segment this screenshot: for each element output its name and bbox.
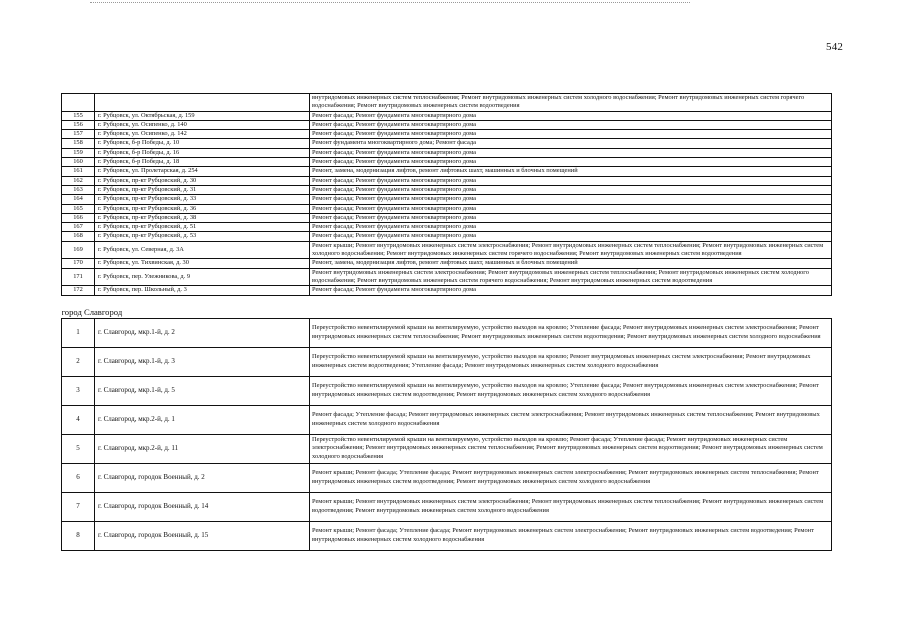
address-cell: г. Рубцовск, пр-кт Рубцовский, д. 38 [95,213,310,222]
works-cell: Ремонт крыши; Ремонт внутридомовых инженерных систем электроснабжения; Ремонт внутридомовых инженерных систем теплоснабжения; Ремонт внутридомовых инженерных систем холодного водоснабжения; Ремонт внутридомовых инженерных систем горячего водоснабжения; Ремонт внутридомовых инженерных систем водоотведения [310,241,832,259]
works-cell: Ремонт фасада; Ремонт фундамента многоквартирного дома [310,232,832,241]
table-row [62,463,832,492]
row-number-cell: 157 [62,130,95,139]
row-number-cell: 170 [62,259,95,268]
address-cell: г. Славгород, городок Военный, д. 14 [95,492,310,521]
row-number-cell: 168 [62,232,95,241]
address-cell: г. Славгород, мкр.2-й, д. 1 [95,405,310,434]
works-cell: Ремонт фасада; Ремонт фундамента многоквартирного дома [310,130,832,139]
row-number-cell: 8 [62,521,95,550]
row-number-cell: 156 [62,120,95,129]
scan-edge-artifact [90,2,690,5]
table-row [62,148,832,157]
row-number-cell: 3 [62,376,95,405]
works-cell: Переустройство невентилируемой крыши на вентилируемую, устройство выходов на кровлю; Ремонт фасада; Утепление фасада; Ремонт внутридомовых инженерных систем электроснабжения; Ремонт внутридомовых инженерных систем теплоснабжения; Ремонт внутридомовых инженерных систем водоотведения; Ремонт внутридомовых инженерных систем холодного водоснабжения [310,434,832,463]
row-number-cell: 167 [62,223,95,232]
table-row [62,167,832,176]
table-row [62,232,832,241]
address-cell: г. Славгород, мкр.1-й, д. 3 [95,347,310,376]
row-number-cell: 159 [62,148,95,157]
works-cell: Ремонт крыши; Ремонт фасада; Утепление фасада; Ремонт внутридомовых инженерных систем электроснабжения; Ремонт внутридомовых инженерных систем теплоснабжения; Ремонт внутридомовых инженерных систем водоотведения; Ремонт внутридомовых инженерных систем холодного водоснабжения [310,463,832,492]
works-cell: Ремонт фасада; Утепление фасада; Ремонт внутридомовых инженерных систем электроснабжения; Ремонт внутридомовых инженерных систем теплоснабжения; Ремонт внутридомовых инженерных систем холодного водоснабжения [310,405,832,434]
address-cell: г. Рубцовск, пр-кт Рубцовский, д. 33 [95,195,310,204]
section-header-row [62,295,832,318]
works-cell: Переустройство невентилируемой крыши на вентилируемую, устройство выходов на кровлю; Утепление фасада; Ремонт внутридомовых инженерных систем электроснабжения; Ремонт внутридомовых инженерных систем водоотведения; Ремонт внутридомовых инженерных систем холодного водоснабжения [310,376,832,405]
works-cell: Ремонт фасада; Ремонт фундамента многоквартирного дома [310,195,832,204]
address-cell: г. Рубцовск, ул. Пролетарская, д. 254 [95,167,310,176]
row-number-cell: 162 [62,176,95,185]
address-cell [95,94,310,112]
repair-table [61,93,831,551]
works-cell: Ремонт внутридомовых инженерных систем электроснабжения; Ремонт внутридомовых инженерных систем теплоснабжения; Ремонт внутридомовых инженерных систем холодного водоснабжения; Ремонт внутридомовых инженерных систем горячего водоснабжения; Ремонт внутридомовых инженерных систем водоотведения [310,268,832,286]
table-row [62,185,832,194]
row-number-cell: 155 [62,111,95,120]
works-cell: Ремонт фасада; Ремонт фундамента многоквартирного дома [310,185,832,194]
section-title: город Славгород [62,295,832,318]
row-number-cell: 7 [62,492,95,521]
table-body [62,94,832,551]
row-number-cell [62,94,95,112]
table-row [62,318,832,347]
works-cell: Ремонт фасада; Ремонт фундамента многоквартирного дома [310,120,832,129]
row-number-cell: 172 [62,286,95,295]
table-row [62,213,832,222]
address-cell: г. Рубцовск, пр-кт Рубцовский, д. 30 [95,176,310,185]
table-row [62,204,832,213]
address-cell: г. Рубцовск, пер. Школьный, д. 3 [95,286,310,295]
works-cell: Переустройство невентилируемой крыши на вентилируемую, устройство выходов на кровлю; Утепление фасада; Ремонт внутридомовых инженерных систем электроснабжения; Ремонт внутридомовых инженерных систем теплоснабжения; Ремонт внутридомовых инженерных систем водоотведения; Ремонт внутридомовых инженерных систем холодного водоснабжения [310,318,832,347]
table-row [62,139,832,148]
table-row [62,130,832,139]
works-cell: Ремонт, замена, модернизация лифтов, ремонт лифтовых шахт, машинных и блочных помещений [310,167,832,176]
address-cell: г. Славгород, мкр.2-й, д. 11 [95,434,310,463]
table-row [62,268,832,286]
address-cell: г. Рубцовск, ул. Осипенко, д. 140 [95,120,310,129]
address-cell: г. Славгород, мкр.1-й, д. 2 [95,318,310,347]
row-number-cell: 1 [62,318,95,347]
table-row [62,286,832,295]
table-row [62,241,832,259]
table-row [62,223,832,232]
table-row [62,120,832,129]
row-number-cell: 161 [62,167,95,176]
works-cell: Ремонт, замена, модернизация лифтов, ремонт лифтовых шахт, машинных и блочных помещений [310,259,832,268]
works-cell: Ремонт крыши; Ремонт фасада; Утепление фасада; Ремонт внутридомовых инженерных систем электроснабжения; Ремонт внутридомовых инженерных систем водоотведения; Ремонт внутридомовых инженерных систем холодного водоснабжения [310,521,832,550]
row-number-cell: 6 [62,463,95,492]
table-row-continuation [62,94,832,112]
table-row [62,195,832,204]
row-number-cell: 160 [62,158,95,167]
works-cell: Ремонт фундамента многоквартирного дома; Ремонт фасада [310,139,832,148]
table-row [62,176,832,185]
row-number-cell: 166 [62,213,95,222]
table-row [62,376,832,405]
address-cell: г. Рубцовск, пр-кт Рубцовский, д. 36 [95,204,310,213]
table-row [62,492,832,521]
address-cell: г. Рубцовск, ул. Тихвинская, д. 30 [95,259,310,268]
works-cell: Ремонт фасада; Ремонт фундамента многоквартирного дома [310,158,832,167]
table-row [62,158,832,167]
works-cell: Ремонт фасада; Ремонт фундамента многоквартирного дома [310,204,832,213]
table-row [62,111,832,120]
address-cell: г. Рубцовск, ул. Северная, д. 3А [95,241,310,259]
address-cell: г. Рубцовск, пр-кт Рубцовский, д. 51 [95,223,310,232]
address-cell: г. Рубцовск, б-р Победы, д. 18 [95,158,310,167]
table-row [62,434,832,463]
works-cell: Ремонт фасада; Ремонт фундамента многоквартирного дома [310,286,832,295]
table-row [62,405,832,434]
row-number-cell: 163 [62,185,95,194]
row-number-cell: 164 [62,195,95,204]
repair-table-grid [61,93,832,551]
works-cell: Ремонт фасада; Ремонт фундамента многоквартирного дома [310,111,832,120]
address-cell: г. Рубцовск, б-р Победы, д. 16 [95,148,310,157]
row-number-cell: 4 [62,405,95,434]
works-cell: Ремонт фасада; Ремонт фундамента многоквартирного дома [310,213,832,222]
works-cell: Переустройство невентилируемой крыши на вентилируемую, устройство выходов на кровлю; Ремонт внутридомовых инженерных систем электроснабжения; Ремонт внутридомовых инженерных систем водоотведения; Утепление фасада; Ремонт внутридомовых инженерных систем холодного водоснабжения [310,347,832,376]
table-row [62,259,832,268]
works-cell: Ремонт фасада; Ремонт фундамента многоквартирного дома [310,148,832,157]
row-number-cell: 5 [62,434,95,463]
row-number-cell: 169 [62,241,95,259]
works-cell: Ремонт фасада; Ремонт фундамента многоквартирного дома [310,176,832,185]
address-cell: г. Рубцовск, ул. Октябрьская, д. 159 [95,111,310,120]
address-cell: г. Рубцовск, пер. Улежникова, д. 9 [95,268,310,286]
row-number-cell: 2 [62,347,95,376]
works-cell: Ремонт фасада; Ремонт фундамента многоквартирного дома [310,223,832,232]
row-number-cell: 171 [62,268,95,286]
works-cell: внутридомовых инженерных систем теплоснабжения; Ремонт внутридомовых инженерных систем холодного водоснабжения; Ремонт внутридомовых инженерных систем горячего водоснабжения; Ремонт внутридомовых инженерных систем водоотведения [310,94,832,112]
address-cell: г. Рубцовск, ул. Осипенко, д. 142 [95,130,310,139]
table-row [62,347,832,376]
address-cell: г. Славгород, мкр.1-й, д. 5 [95,376,310,405]
row-number-cell: 158 [62,139,95,148]
works-cell: Ремонт крыши; Ремонт внутридомовых инженерных систем электроснабжения; Ремонт внутридомовых инженерных систем теплоснабжения; Ремонт внутридомовых инженерных систем водоотведения; Ремонт внутридомовых инженерных систем холодного водоснабжения [310,492,832,521]
address-cell: г. Рубцовск, б-р Победы, д. 10 [95,139,310,148]
address-cell: г. Славгород, городок Военный, д. 15 [95,521,310,550]
row-number-cell: 165 [62,204,95,213]
address-cell: г. Рубцовск, пр-кт Рубцовский, д. 53 [95,232,310,241]
address-cell: г. Славгород, городок Военный, д. 2 [95,463,310,492]
address-cell: г. Рубцовск, пр-кт Рубцовский, д. 31 [95,185,310,194]
page-number: 542 [826,41,844,53]
table-row [62,521,832,550]
